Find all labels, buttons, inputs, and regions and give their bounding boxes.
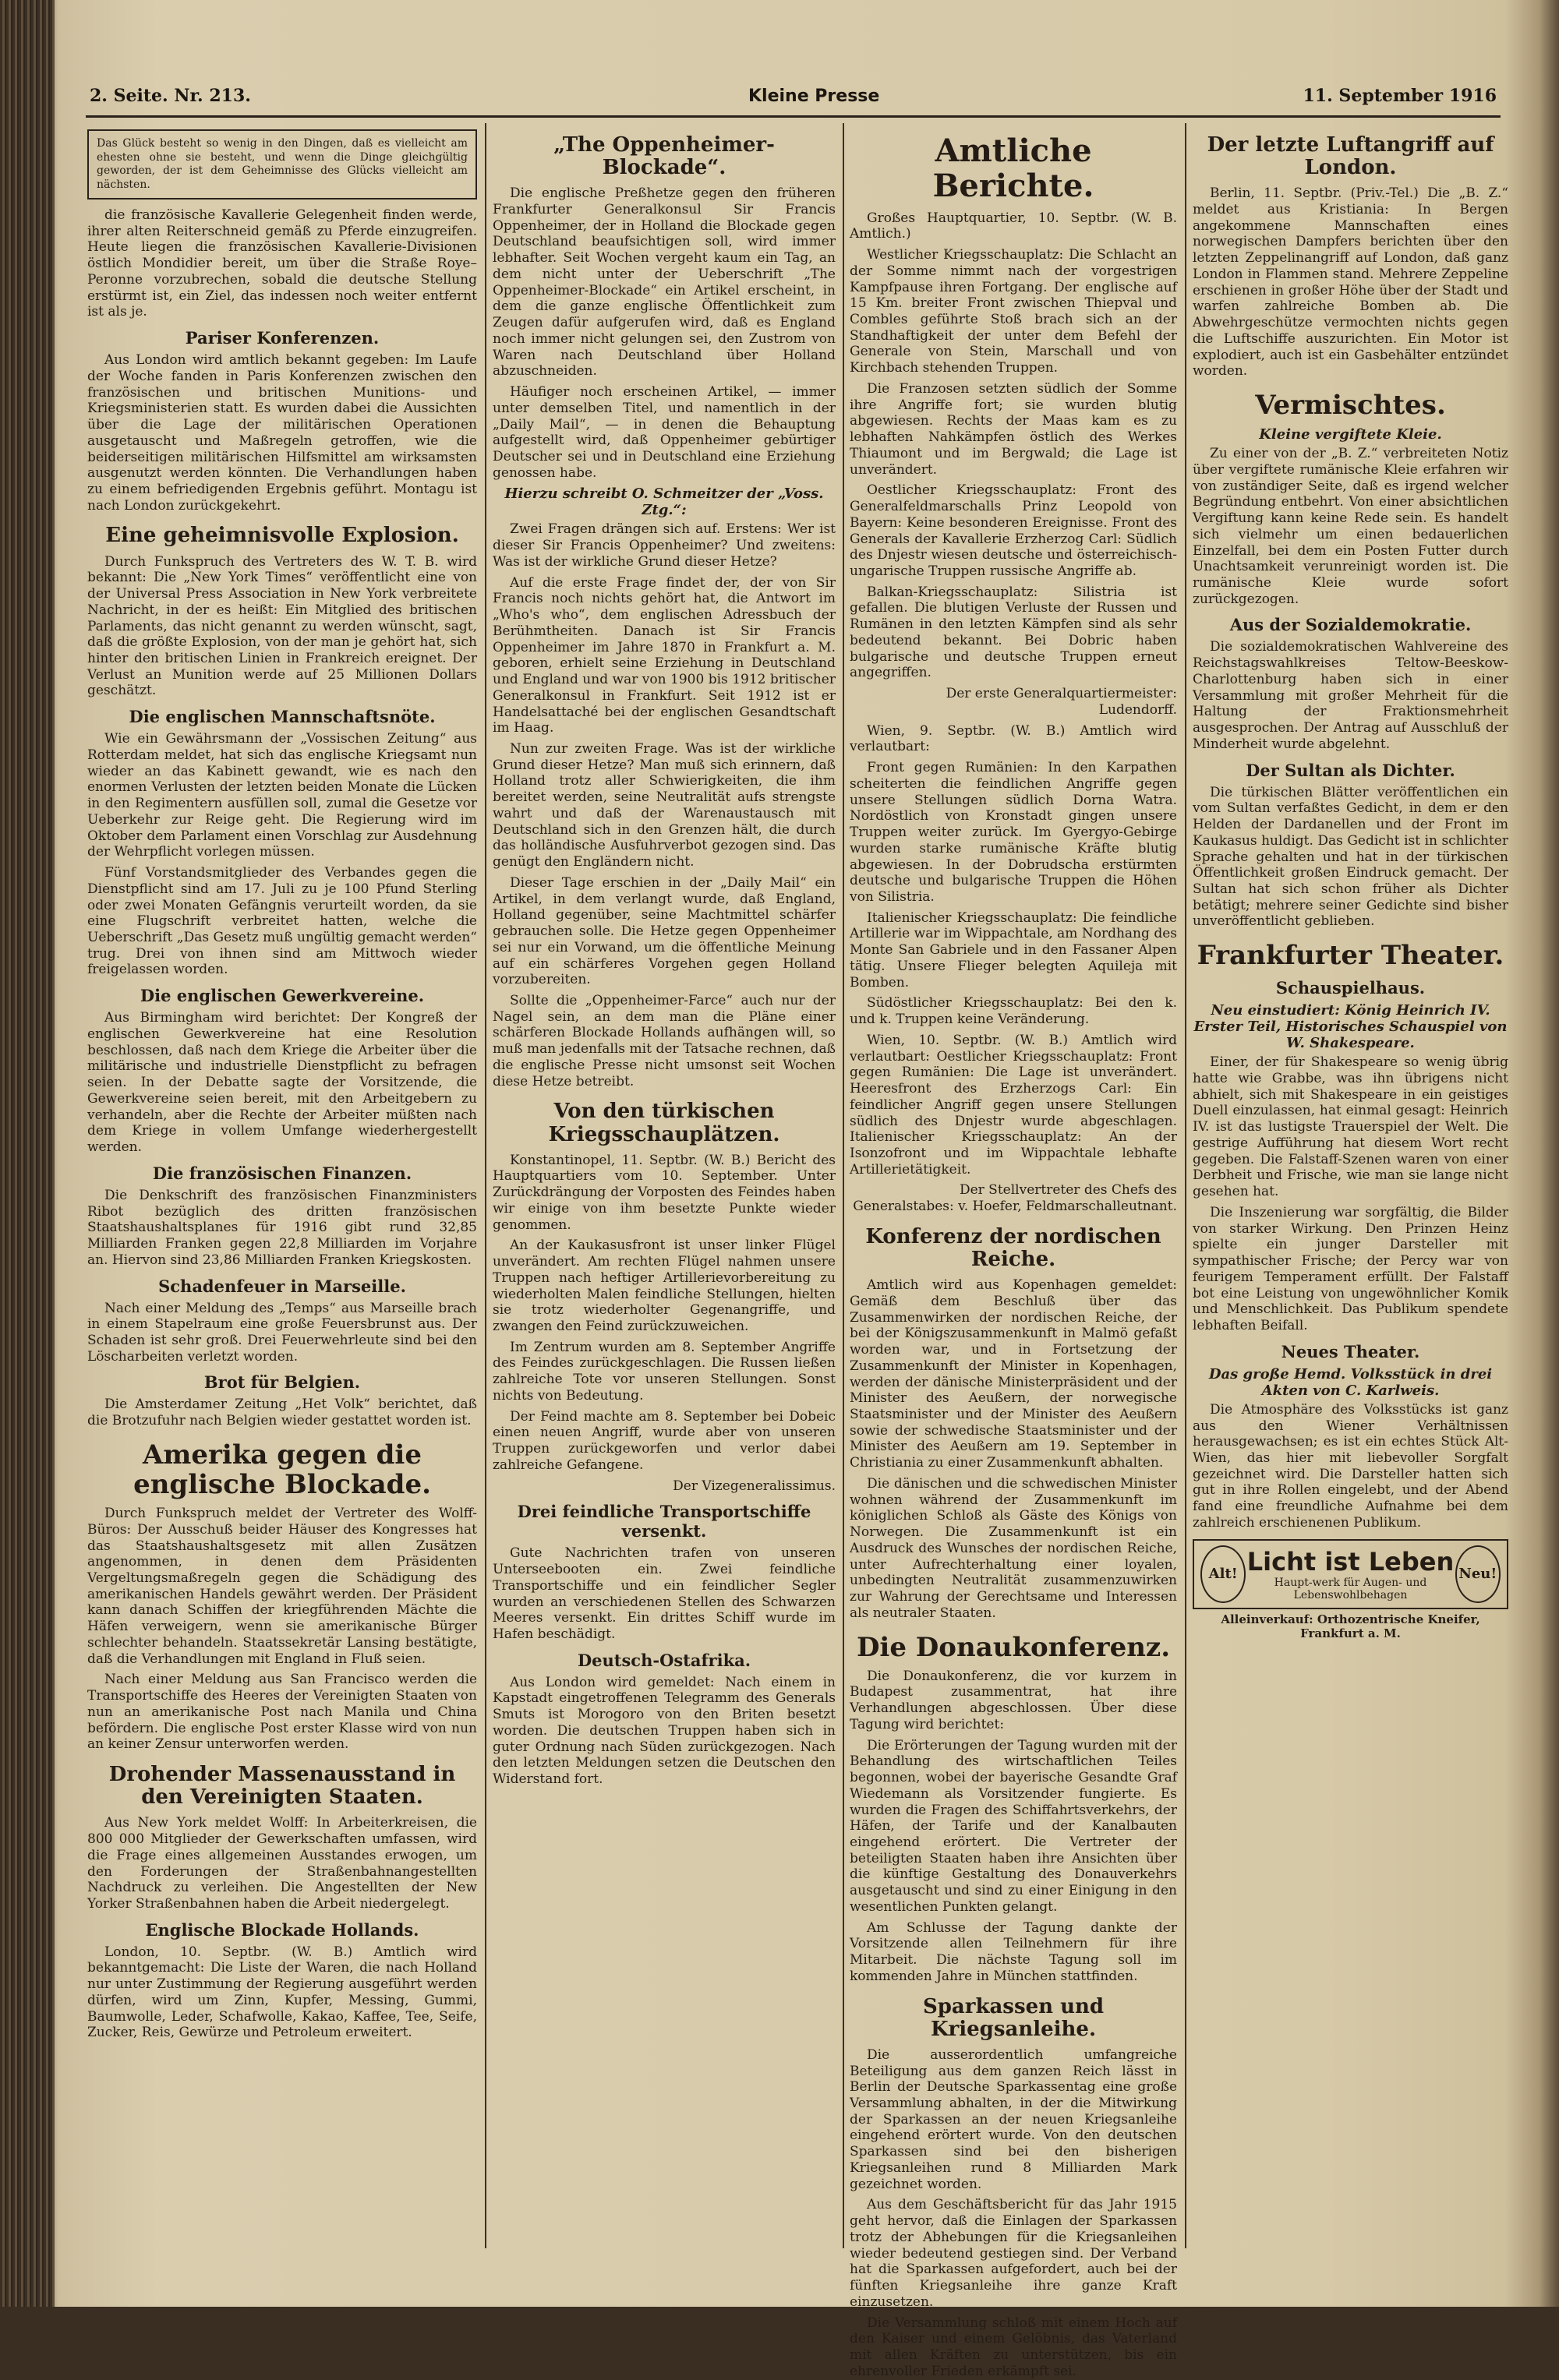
article-text: Die Inszenierung war sorgfältig, die Bilder von starker Wirkung. Den Prinzen Heinz spielte ein junger Darsteller mit sympathischer Frische; der Percy war von feurigem Temperament erfüllt. Der Falstaff bot eine Leistung von ungewöhnlicher Komik und Menschlichkeit. Das Publikum spendete lebhaften Beifall. <box>1193 1204 1508 1334</box>
article-signature: Der Stellvertreter des Chefs des Generalstabes: v. Hoefer, Feldmarschalleutnant. <box>853 1182 1177 1215</box>
article-text: Aus dem Geschäftsbericht für das Jahr 1915 geht hervor, daß die Einlagen der Sparkassen trotz der Abhebungen für die Kriegsanleihen wieder bedeutend gestiegen sind. Der Verband hat die Sparkassen aufgefordert, auch bei der fünften Kriegsanleihe ihre ganze Kraft einzusetzen. <box>850 2197 1177 2310</box>
headline-finanzen: Die französischen Finanzen. <box>152 1163 412 1183</box>
article-text: Durch Funkspruch meldet der Vertreter des Wolff-Büros: Der Ausschuß beider Häuser des Kongresses hat das Staatshaushaltsgesetz mit allen Zusätzen angenommen, in denen dem Präsidenten Vergeltungsmaßregeln gegen die Schädigung des amerikanischen Handels gewährt werden. Der Präsident kann danach Schiffen der kriegführenden Mächte die Häfen verweigern, wenn sie amerikanische Bürger schlechter behandeln. Staatssekretär Lansing bestätigte, daß die Verhandlungen mit England in Fluß seien. <box>87 1506 477 1667</box>
article-text: Südöstlicher Kriegsschauplatz: Bei den k. und k. Truppen keine Veränderung. <box>850 995 1177 1028</box>
column-divider <box>1185 123 1186 2248</box>
article-text: Häufiger noch erscheinen Artikel, — immer unter demselben Titel, und namentlich in der „Daily Mail“, — in denen die Behauptung aufgestellt wird, daß Oppenheimer gebürtiger Deutscher sei und in Deutschland eine Erziehung genossen habe. <box>493 384 836 481</box>
page-number-label: 2. Seite. Nr. 213. <box>90 86 251 106</box>
column-divider <box>485 123 486 2248</box>
quote-box: Das Glück besteht so wenig in den Dingen, daß es vielleicht am ehesten ohne sie besteht, und wenn die Dinge gleichgültig geworden, der ist dem Geheimnisse des Glücks vielleicht am nächsten. <box>87 129 477 200</box>
article-text: die französische Kavallerie Gelegenheit finden werde, ihrer alten Reiterschneid gemäß zu Pferde einzugreifen. Heute liegen die französischen Kavallerie-Divisionen östlich Mondidier bereit, um über die Straße Roye–Peronne vorzubrechen, sobald die deutsche Stellung erstürmt ist, ein Ziel, das indessen noch weiter entfernt ist als je. <box>87 207 477 320</box>
article-text: Durch Funkspruch des Vertreters des W. T. B. wird bekannt: Die „New York Times“ veröffentlicht eine von der Universal Press Association in New York verbreitete Nachricht, in der es heißt: Ein Mitglied des britischen Parlaments, das nicht genannt zu werden wünscht, sagt, daß die größte Explosion, von der man je gehört hat, sich hinter den britischen Linien in Frankreich ereignet. Der Verlust an Munition werde auf 25 Millionen Dollars geschätzt. <box>87 553 477 699</box>
article-text: Nach einer Meldung aus San Francisco werden die Transportschiffe des Heeres der Vereinigten Staaten von nun an amerikanische Post nach Manila und China befördern. Die englische Post erster Klasse wird von nun an keiner Zensur unterworfen werden. <box>87 1672 477 1753</box>
article-text: Berlin, 11. Septbr. (Priv.-Tel.) Die „B. Z.“ meldet aus Kristiania: In Bergen angekommene Mannschaften eines norwegischen Dampfers berichten über den letzten Zeppelinangriff auf London, daß ganz London in Flammen stand. Mehrere Zeppeline erschienen in großer Höhe über der Stadt und warfen zahlreiche Bomben ab. Die Abwehrgeschütze vermochten nichts gegen die Luftschiffe auszurichten. Ein Motor ist explodiert, auch ist ein Gasbehälter entzündet worden. <box>1193 185 1508 380</box>
article-text: Zwei Fragen drängen sich auf. Erstens: Wer ist dieser Sir Francis Oppenheimer? Und zweitens: Was ist der wirkliche Grund dieser Hetze? <box>493 521 836 570</box>
article-text: Italienischer Kriegsschauplatz: Die feindliche Artillerie war im Wippachtale, am Nordhang des Monte San Gabriele und in den Fassaner Alpen tätig. Unsere Flieger belegten Aquileja mit Bomben. <box>850 909 1177 990</box>
ad-title: Licht ist Leben <box>1246 1546 1455 1577</box>
column-4 <box>1193 123 1508 2252</box>
subhead-kleie: Kleine vergiftete Kleie. <box>1259 426 1442 443</box>
header-rule <box>86 115 1501 118</box>
ad-eye-left: Alt! <box>1200 1545 1246 1603</box>
headline-holland: Englische Blockade Hollands. <box>145 1919 419 1940</box>
headline-explosion: Eine geheimnisvolle Explosion. <box>105 524 459 548</box>
article-text: Aus London wird amtlich bekannt gegeben: Im Laufe der Woche fanden in Paris Konferenzen zwischen den französischen und britischen Munitions- und Kriegsministerien statt. Es wurden dabei die Aussichten über die Lage der militärischen Operationen ausgetauscht und Maßregeln getroffen, wie die beiderseitigen militärischen Hilfsmittel am wirksamsten ausgenutzt werden könnten. Die Verhandlungen haben zu einem befriedigenden Ergebnis geführt. Montagu ist nach London zurückgekehrt. <box>87 352 477 514</box>
headline-sultan: Der Sultan als Dichter. <box>1246 760 1455 780</box>
column-divider <box>843 123 844 2248</box>
article-text: Die englische Preßhetze gegen den früheren Frankfurter Generalkonsul Sir Francis Oppenheimer, der in Holland die Blockade gegen Deutschland beaufsichtigen soll, wird immer lebhafter. Seit Wochen vergeht kaum ein Tag, an dem nicht unter der Ueberschrift „The Oppenheimer-Blockade“ ein Artikel erscheint, in dem die ganze englische Öffentlichkeit zum Zeugen dafür aufgerufen wird, daß es England noch immer nicht gelungen sei, den Zustrom von Waren nach Deutschland über Holland abzuschneiden. <box>493 185 836 380</box>
ad-subtitle: Haupt-werk für Augen- und Lebenswohlbehagen <box>1274 1576 1427 1601</box>
article-text: Im Zentrum wurden am 8. September Angriffe des Feindes zurückgeschlagen. Die Russen ließen zahlreiche Tote vor unseren Stellungen. Sonst nichts von Bedeutung. <box>493 1339 836 1404</box>
article-text: Zu einer von der „B. Z.“ verbreiteten Notiz über vergiftete rumänische Kleie erfahren wir von zuständiger Seite, daß es irgend welcher Begründung entbehrt. Von einer absichtlichen Vergiftung kann keine Rede sein. Es handelt sich vielmehr um einen bedauerlichen Einzelfall, bei dem ein Posten Futter durch Unachtsamkeit verunreinigt worden ist. Die rumänische Kleie wurde sofort zurückgezogen. <box>1193 446 1508 607</box>
subhead-heinrich: Neu einstudiert: König Heinrich IV. Erster Teil, Historisches Schauspiel von W. Shakespeare. <box>1193 1002 1508 1052</box>
headline-transportschiffe: Drei feindliche Transportschiffe versenkt. <box>517 1502 811 1541</box>
article-text: Nun zur zweiten Frage. Was ist der wirkliche Grund dieser Hetze? Man muß sich erinnern, daß Holland trotz aller Schwierigkeiten, die ihm bereitet werden, seine Neutralität aufs strengste wahrt und daß der Warenaustausch mit Deutschland sich in den Grenzen hält, die durch das holländische Ausfuhrverbot gezogen sind. Das genügt den Engländern nicht. <box>493 740 836 870</box>
article-text: An der Kaukasusfront ist unser linker Flügel unverändert. Am rechten Flügel nahmen unsere Truppen nach heftiger Artillerievorbereitung zu wiederholten Malen feindliche Stellungen, hielten sie trotz wiederholter Gegenangriffe, und zwangen den Feind zurückzuweichen. <box>493 1238 836 1334</box>
article-text: Auf die erste Frage findet der, der von Sir Francis noch nichts gehört hat, die Antwort im „Who's who“, dem englischen Adressbuch der Berühmtheiten. Danach ist Sir Francis Oppenheimer im Jahre 1870 in Frankfurt a. M. geboren, erhielt seine Erziehung in Deutschland und England und war von 1900 bis 1912 britischer Generalkonsul in Frankfurt. Seit 1912 ist er Handelsattaché bei der englischen Gesandtschaft im Haag. <box>493 574 836 736</box>
article-text: Gute Nachrichten trafen von unseren Unterseebooten ein. Zwei feindliche Transportschiffe und ein feindlicher Segler wurden an verschiedenen Stellen des Schwarzen Meeres versenkt. Ein drittes Schiff wurde im Hafen beschädigt. <box>493 1545 836 1642</box>
article-text: Die Franzosen setzten südlich der Somme ihre Angriffe fort; sie wurden blutig abgewiesen. Rechts der Maas kam es zu lebhaften Nahkämpfen östlich des Werkes Thiaumont und im Bergwald; die Lage ist unverändert. <box>850 380 1177 478</box>
article-text: Wien, 10. Septbr. (W. B.) Amtlich wird verlautbart: Oestlicher Kriegsschauplatz: Front gegen Rumänien: Die Lage ist unverändert. Heeresfront des Erzherzogs Carl: Ein feindlicher Angriff gegen unsere Stellungen südlich des Dnjestr wurde abgeschlagen. Italienischer Kriegsschauplatz: An der Isonzofront und im Wippachtale lebhafte Artillerietätigkeit. <box>850 1032 1177 1178</box>
article-text: Dieser Tage erschien in der „Daily Mail“ ein Artikel, in dem verlangt wurde, daß England, Holland gegenüber, seine Machtmittel schärfer gebrauchen solle. Die Hetze gegen Oppenheimer sei nur ein Vorwand, um die öffentliche Meinung auf ein schärferes Vorgehen gegen Holland vorzubereiten. <box>493 874 836 988</box>
article-text: Die Erörterungen der Tagung wurden mit der Behandlung des wirtschaftlichen Teiles begonnen, wobei der bayerische Gesandte Graf Wiedemann als Vorsitzender fungierte. Es wurden die Fragen des Schiffahrtsverkehrs, der Häfen, der Tarife und der Kanalbauten eingehend erörtert. Die Vertreter der beteiligten Staaten haben ihre Ansichten über die künftige Gestaltung des Donauverkehrs ausgetauscht und sind zu einer Einigung in den wesentlichen Punkten gelangt. <box>850 1737 1177 1915</box>
column-1 <box>87 123 477 2252</box>
article-text: Aus Birmingham wird berichtet: Der Kongreß der englischen Gewerkvereine hat eine Resolution beschlossen, daß nach dem Kriege die Arbeiter über die militärische und industrielle Dienstpflicht zu befragen seien. In der Debatte sagte der Vorsitzende, die Gewerkvereine seien bereit, mit den Arbeitgebern zu verhandeln, aber die Rechte der Arbeiter müßten nach dem Kriege in vollem Umfange wiederhergestellt werden. <box>87 1010 477 1156</box>
headline-marseille: Schadenfeuer in Marseille. <box>158 1276 406 1296</box>
headline-oppenheimer: „The Oppenheimer-Blockade“. <box>553 133 775 180</box>
article-text: Die ausserordentlich umfangreiche Beteiligung aus dem ganzen Reich lässt in Berlin der Deutsche Sparkassentag eine große Versammlung abhalten, in der die Mitwirkung der Sparkassen an der neuen Kriegsanleihe eingehend erörtert wurde. Von den deutschen Sparkassen sind bei den bisherigen Kriegsanleihen rund 8 Milliarden Mark gezeichnet worden. <box>850 2046 1177 2192</box>
headline-amerika: Amerika gegen die englische Blockade. <box>133 1439 431 1500</box>
article-text: London, 10. Septbr. (W. B.) Amtlich wird bekanntgemacht: Die Liste der Waren, die nach Holland nur unter Zustimmung der Regierung ausgeführt werden dürfen, wird um Zinn, Kupfer, Messing, Gummi, Baumwolle, Leder, Schafwolle, Kakao, Kaffee, Tee, Seife, Zucker, Reis, Gewürze und Petroleum erweitert. <box>87 1944 477 2041</box>
article-text: Aus New York meldet Wolff: In Arbeiterkreisen, die 800 000 Mitglieder der Gewerkschaften umfassen, wird die Frage eines allgemeinen Ausstandes erwogen, um den Forderungen der Straßenbahnangestellten Nachdruck zu verleihen. Die Angestellten der New Yorker Straßenbahnen haben die Arbeit niedergelegt. <box>87 1815 477 1912</box>
article-text: Balkan-Kriegsschauplatz: Silistria ist gefallen. Die blutigen Verluste der Russen und Rumänen in den letzten Kämpfen sind als sehr bedeutend bekannt. Bei Dobric haben bulgarische und deutsche Truppen erneut angegriffen. <box>850 584 1177 681</box>
headline-belgien: Brot für Belgien. <box>203 1372 361 1393</box>
subhead-voss: Hierzu schreibt O. Schmeitzer der „Voss. Ztg.“: <box>504 486 824 519</box>
article-text: Die sozialdemokratischen Wahlvereine des Reichstagswahlkreises Teltow-Beeskow-Charlottenburg haben sich in einer Versammlung mit großer Mehrheit für die Haltung der Fraktionsmehrheit ausgesprochen. Der Antrag auf Ausschluß der Minderheit wurde abgelehnt. <box>1193 639 1508 752</box>
article-text: Die Versammlung schloß mit einem Hoch auf den Kaiser und einem Gelöbnis, das Vaterland mit allen Kräften zu unterstützen, bis ein ehrenvoller Frieden erkämpft sei. <box>850 2315 1177 2379</box>
newspaper-title: Kleine Presse <box>748 86 880 106</box>
ad-footer: Alleinverkauf: Orthozentrische Kneifer, Frankfurt a. M. <box>1221 1612 1480 1640</box>
headline-tuerkisch: Von den türkischen Kriegsschauplätzen. <box>548 1100 780 1146</box>
headline-paris: Pariser Konferenzen. <box>185 328 380 348</box>
article-text: Nach einer Meldung des „Temps“ aus Marseille brach in einem Stapelraum eine große Feuersbrunst aus. Der Schaden ist sehr groß. Drei Feuerwehrleute sind bei den Löscharbeiten verletzt worden. <box>87 1300 477 1365</box>
article-text: Die Denkschrift des französischen Finanzministers Ribot bezüglich des dritten französischen Staatshaushaltsplanes für 1916 gibt rund 32,85 Milliarden Franken gegen 22,8 Milliarden im Vorjahre an. Hiervon sind 23,86 Milliarden Franken Kriegskosten. <box>87 1187 477 1268</box>
headline-luftangriff: Der letzte Luftangriff auf London. <box>1207 133 1494 180</box>
article-text: Am Schlusse der Tagung dankte der Vorsitzende allen Teilnehmern für ihre Mitarbeit. Die nächste Tagung soll im kommenden Jahre in München stattfinden. <box>850 1919 1177 1984</box>
headline-frankfurter-theater: Frankfurter Theater. <box>1197 940 1504 972</box>
article-dateline: Großes Hauptquartier, 10. Septbr. (W. B. Amtlich.) <box>850 210 1177 242</box>
book-binding <box>0 0 55 2307</box>
article-signature: Der erste Generalquartiermeister: Ludendorff. <box>946 686 1177 718</box>
article-text: Fünf Vorstandsmitglieder des Verbandes gegen die Dienstpflicht sind am 17. Juli zu je 100 Pfund Sterling oder zwei Monaten Gefängnis verurteilt worden, da sie eine Flugschrift verbreitet hatten, welche die Ueberschrift „Das Gesetz muß ungültig gemacht werden“ trug. Drei von ihnen sind am Mittwoch wieder freigelassen worden. <box>87 865 477 978</box>
subhead-neues-theater: Neues Theater. <box>1281 1341 1420 1361</box>
ad-eye-right: Neu! <box>1455 1545 1501 1603</box>
article-text: Front gegen Rumänien: In den Karpathen scheiterten die feindlichen Angriffe gegen unsere Stellungen südlich Dorna Watra. Nordöstlich von Kronstadt gingen unsere Truppen weiter zurück. Im Gyergyo-Gebirge wurden starke rumänische Kräfte blutig abgewiesen. In der Dobrudscha erstürmten deutsche und bulgarische Truppen die Höhen von Silistria. <box>850 760 1177 905</box>
headline-mannschaft: Die englischen Mannschaftsnöte. <box>129 707 436 727</box>
article-text: Die Atmosphäre des Volksstücks ist ganz aus den Wiener Verhältnissen herausgewachsen; es ist ein echtes Stück Alt-Wien, das hier mit liebevoller Sorgfalt gezeichnet wird. Die Darsteller hatten sich gut in ihre Rollen eingelebt, und der Abend fand eine freundliche Aufnahme bei dem zahlreich erschienenen Publikum. <box>1193 1401 1508 1531</box>
article-text: Wie ein Gewährsmann der „Vossischen Zeitung“ aus Rotterdam meldet, hat sich das englische Kriegsamt nun wieder an das Kabinett gewandt, wie es nach den enormen Verlusten der letzten beiden Monate die Lücken in den Regimentern ausfüllen soll, zumal die Gesetze vor Ueberkehr zur Reige geht. Die Regierung wird im Oktober dem Parlament einen Vorschlag zur Ausdehnung der Wehrpflicht vorlegen müssen. <box>87 731 477 860</box>
subhead-grosse-hemd: Das große Hemd. Volksstück in drei Akten von C. Karlweis. <box>1208 1365 1493 1399</box>
column-3 <box>850 123 1177 2379</box>
article-text: Westlicher Kriegsschauplatz: Die Schlacht an der Somme nimmt nach der vorgestrigen Kampfpause ihren Fortgang. Der englische auf 15 Km. breiter Front zwischen Thiepval und Combles geführte Stoß brach sich an der Standhaftigkeit der unter dem Befehl der Generale von Stein, Marschall und von Kirchbach stehenden Truppen. <box>850 247 1177 376</box>
advertisement <box>1193 1539 1508 1609</box>
column-2 <box>493 123 836 2252</box>
article-text: Die Amsterdamer Zeitung „Het Volk“ berichtet, daß die Brotzufuhr nach Belgien wieder gestattet worden ist. <box>87 1397 477 1429</box>
headline-sparkassen: Sparkassen und Kriegsanleihe. <box>922 1994 1105 2041</box>
headline-gewerkvereine: Die englischen Gewerkvereine. <box>140 986 425 1006</box>
headline-vermischtes: Vermischtes. <box>1255 390 1446 422</box>
article-text: Aus London wird gemeldet: Nach einem in Kapstadt eingetroffenen Telegramm des Generals Smuts ist Morogoro von den Briten besetzt worden. Die deutschen Truppen haben sich in guter Ordnung nach Süden zurückgezogen. Nach den letzten Meldungen setzen die Deutschen den Widerstand fort. <box>493 1674 836 1788</box>
article-text: Die Donaukonferenz, die vor kurzem in Budapest zusammentrat, hat ihre Verhandlungen abgeschlossen. Über diese Tagung wird berichtet: <box>850 1668 1177 1732</box>
article-text: Oestlicher Kriegsschauplatz: Front des Generalfeldmarschalls Prinz Leopold von Bayern: Keine besonderen Ereignisse. Front des Generals der Kavallerie Erzherzog Carl: Südlich des Dnjestr wiesen deutsche und österreichisch-ungarische Truppen russische Angriffe ab. <box>850 482 1177 580</box>
headline-nordische-reiche: Konferenz der nordischen Reiche. <box>865 1224 1161 1272</box>
headline-ausstand: Drohender Massenausstand in den Vereinigten Staaten. <box>108 1763 456 1810</box>
article-text: Die türkischen Blätter veröffentlichen ein vom Sultan verfaßtes Gedicht, in dem er den Helden der Dardanellen und der Front im Kaukasus huldigt. Das Gedicht ist in schlichter Sprache gehalten und hat in der türkischen Öffentlichkeit großen Eindruck gemacht. Der Sultan hat sich schon früher als Dichter betätigt; mehrere seiner Gedichte sind bisher unveröffentlicht geblieben. <box>1193 784 1508 930</box>
headline-ostafrika: Deutsch-Ostafrika. <box>577 1650 751 1670</box>
article-signature: Der Vizegeneralissimus. <box>673 1478 836 1494</box>
headline-amtliche-berichte: Amtliche Berichte. <box>932 132 1094 204</box>
article-text: Die dänischen und die schwedischen Minister wohnen während der Zusammenkunft im königlichen Schloß als Gäste des Königs von Norwegen. Die Zusammenkunft ist ein Ausdruck des Wunsches der nordischen Reiche, unter Aufrechterhaltung einer loyalen, unbedingten Neutralität zusammenzuwirken zur Wahrung der Gerechtsame und Interessen als neutraler Staaten. <box>850 1475 1177 1621</box>
subhead-schauspielhaus: Schauspielhaus. <box>1275 978 1426 998</box>
article-text: Einer, der für Shakespeare so wenig übrig hatte wie Grabbe, was ihn übrigens nicht abhielt, sich mit Shakespeare in ein geistiges Duell einzulassen, hat einmal gesagt: Heinrich IV. ist das lustigste Trauerspiel der Welt. Die gestrige Aufführung hat diesem Wort recht gegeben. Die Falstaff-Szenen waren von einer Derbheit und Frische, wie man sie lange nicht gesehen hat. <box>1193 1054 1508 1200</box>
article-text: Der Feind machte am 8. September bei Dobeic einen neuen Angriff, wurde aber von unseren Truppen zurückgeworfen und verlor dabei zahlreiche Gefangene. <box>493 1408 836 1473</box>
article-text: Konstantinopel, 11. Septbr. (W. B.) Bericht des Hauptquartiers vom 10. September. Unter Zurückdrängung der Vorposten des Feindes haben wir einige von ihm besetzte Punkte wieder genommen. <box>493 1152 836 1233</box>
article-text: Sollte die „Oppenheimer-Farce“ auch nur der Nagel sein, an dem man die Pläne einer schärferen Blockade Hollands aufhängen will, so muß man jedenfalls mit der Tatsache rechnen, daß die englische Presse nicht umsonst seit Wochen diese Hetze betreibt. <box>493 993 836 1089</box>
headline-sozialdemokratie: Aus der Sozialdemokratie. <box>1229 615 1472 635</box>
issue-date: 11. September 1916 <box>1303 86 1497 106</box>
article-text: Amtlich wird aus Kopenhagen gemeldet: Gemäß dem Beschluß über das Zusammenwirken der nordischen Reiche, der bei der Königszusammenkunft in Malmö gefaßt worden war, und in Fortsetzung der Zusammenkunft der Minister in Kopenhagen, werden der dänische Ministerpräsident und der Minister des Aeußern, der norwegische Staatsminister und der Minister des Aeußern sowie der schwedische Staatsminister und der Minister des Aeußern am 19. September in Christiania zu einer Zusammenkunft abhalten. <box>850 1277 1177 1471</box>
headline-donaukonferenz: Die Donaukonferenz. <box>856 1631 1171 1663</box>
article-dateline: Wien, 9. Septbr. (W. B.) Amtlich wird verlautbart: <box>850 722 1177 755</box>
